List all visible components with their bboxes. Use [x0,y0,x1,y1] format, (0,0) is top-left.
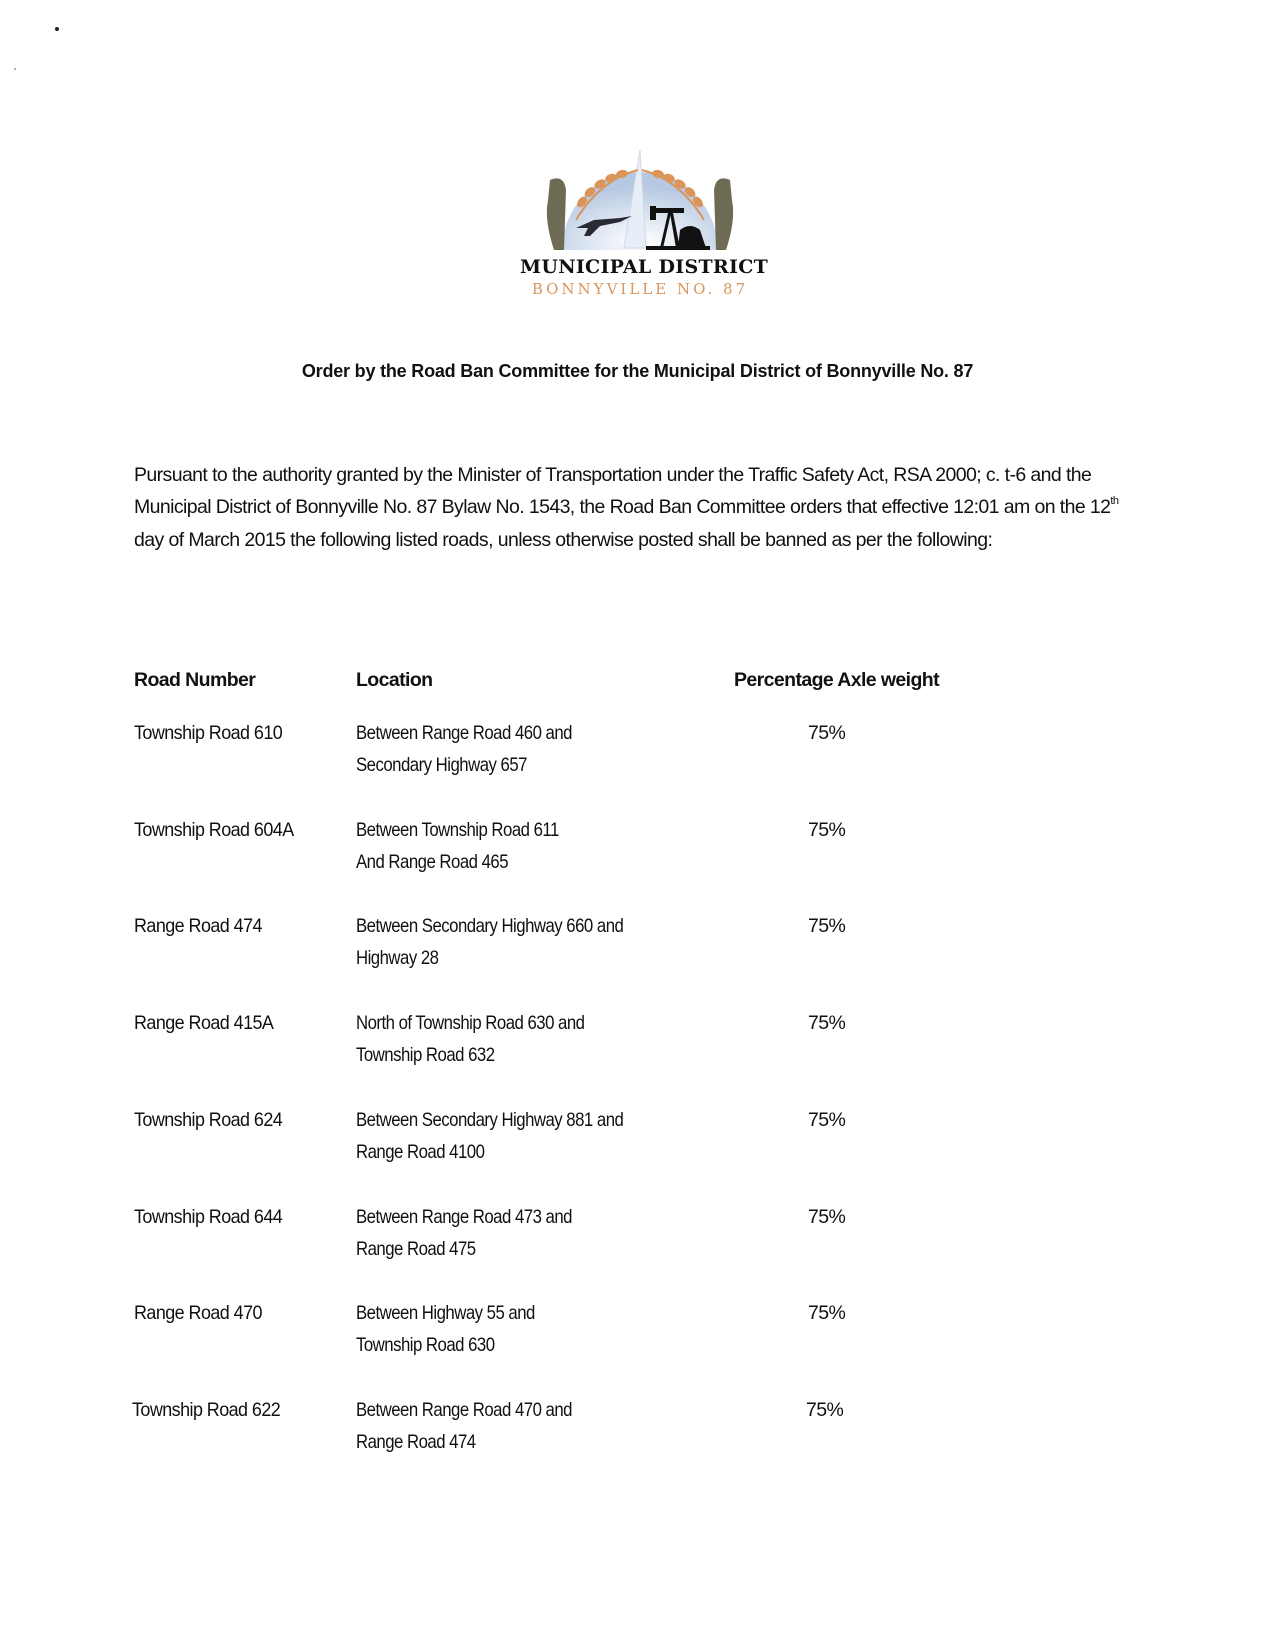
location-line: Range Road 475 [356,1238,476,1261]
logo-title: MUNICIPAL DISTRICT [520,256,769,278]
road-number-text: Range Road 474 [134,915,262,937]
road-number [134,1104,344,1136]
location-line: Between Secondary Highway 881 and [356,1109,624,1131]
road-number-text: Township Road 622 [132,1399,281,1421]
intro-superscript: th [1110,495,1119,508]
percentage: 75% [806,1399,844,1421]
location-line: Between Range Road 473 and [356,1206,572,1228]
logo-subtitle: BONNYVILLE NO. 87 [531,280,749,298]
percentage: 75% [808,915,846,937]
header-road-number: Road Number [134,669,256,691]
scan-speck [55,27,59,31]
road-number-text: Range Road 470 [134,1302,262,1324]
road-number-text: Township Road 624 [134,1109,283,1131]
location-line: Highway 28 [356,947,439,970]
percentage: 75% [808,722,846,744]
location-line: Township Road 630 [356,1334,495,1357]
road-number-text: Range Road 415A [134,1012,274,1034]
percentage: 75% [808,1302,846,1324]
road-number-text: Township Road 644 [134,1206,283,1228]
location [356,910,776,975]
location-line: Between Range Road 470 and [356,1399,572,1421]
location [356,1104,776,1169]
road-number [134,1007,344,1039]
right-wing-icon [714,178,733,250]
location-line: Between Secondary Highway 660 and [356,915,624,937]
location-line: And Range Road 465 [356,851,509,874]
road-number [134,717,344,749]
location-line: Between Highway 55 and [356,1302,535,1324]
location [356,1201,776,1266]
table-row [0,1394,1275,1464]
percentage: 75% [808,819,846,841]
road-number [134,1201,344,1233]
location [356,814,776,879]
location-line: North of Township Road 630 and [356,1012,585,1034]
table-row [0,1297,1275,1367]
percentage: 75% [808,1206,846,1228]
table-row [0,1201,1275,1271]
location-line: Secondary Highway 657 [356,754,527,777]
location-line: Range Road 474 [356,1431,476,1454]
table-row [0,717,1275,787]
scan-speck [14,68,16,70]
municipal-district-logo [520,150,769,310]
location-line: Between Range Road 460 and [356,722,572,744]
header-location: Location [356,669,433,691]
table-row [0,814,1275,884]
percentage: 75% [808,1012,846,1034]
header-percentage-axle-weight: Percentage Axle weight [734,669,939,691]
intro-text-part2: day of March 2015 the following listed roads, unless otherwise posted shall be banned as per the following: [134,528,993,551]
location-line: Range Road 4100 [356,1141,485,1164]
location [356,1394,776,1459]
logo-emblem [520,150,760,260]
percentage: 75% [808,1109,846,1131]
table-row [0,910,1275,980]
road-number-text: Township Road 604A [134,819,294,841]
table-row [0,1007,1275,1077]
intro-text-part1: Pursuant to the authority granted by the Minister of Transportation under the Traffic Safety Act, RSA 2000; c. t-6 and the Municipal District of Bonnyville No. 87 Bylaw No. 1543, the Road Ban Committee orders that effective 12:01 am on the 12 [134,464,1111,519]
document-title: Order by the Road Ban Committee for the Municipal District of Bonnyville No. 87 [301,361,974,381]
road-number [134,1297,344,1329]
left-wing-icon [547,178,566,250]
location-line: Between Township Road 611 [356,819,559,841]
intro-paragraph [134,459,1134,556]
location-line: Township Road 632 [356,1044,495,1067]
location [356,1297,776,1362]
road-number [132,1394,342,1426]
road-number [134,910,344,942]
location [356,717,776,782]
location [356,1007,776,1072]
road-number [134,814,344,846]
road-number-text: Township Road 610 [134,722,283,744]
table-row [0,1104,1275,1174]
